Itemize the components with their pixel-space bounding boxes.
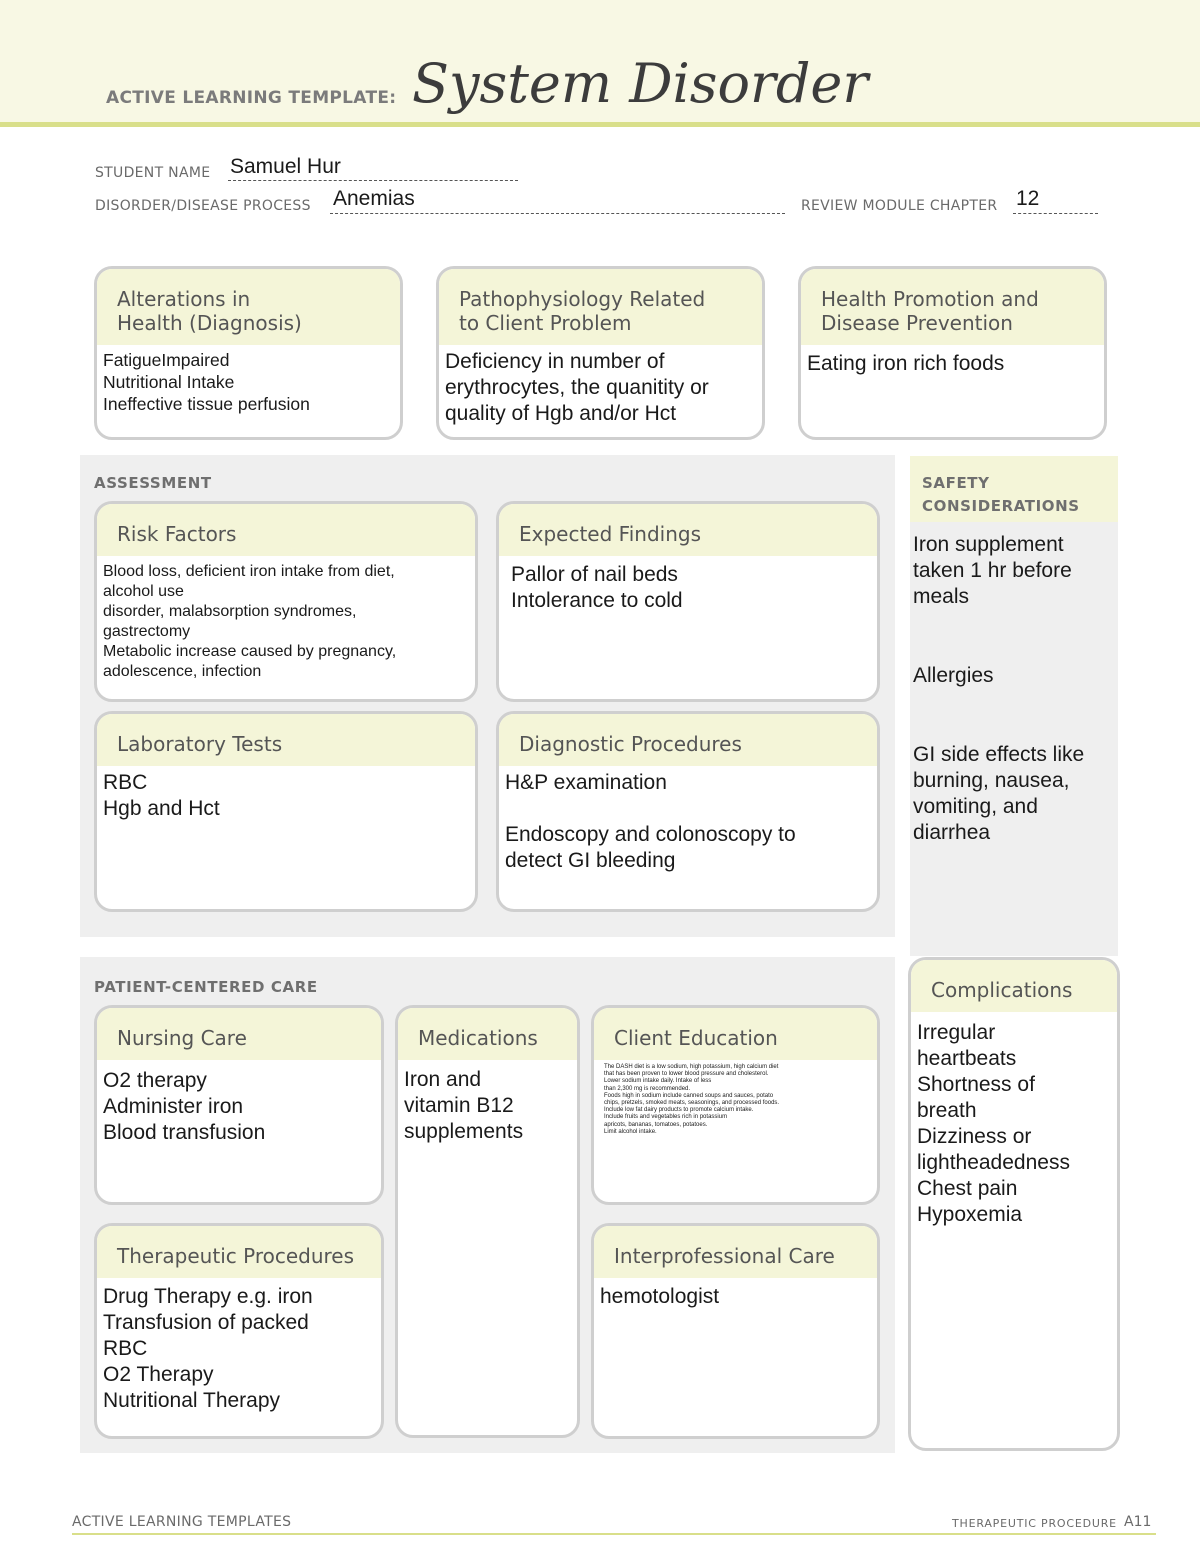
alterations-title: Alterations in Health (Diagnosis) [97,269,400,345]
diagnostic-procedures-content[interactable]: H&P examination Endoscopy and colonoscopy to detect GI bleeding [505,771,796,872]
nursing-care-box [94,1005,384,1205]
medications-content[interactable]: Iron and vitamin B12 supplements [404,1068,524,1143]
nursing-care-title: Nursing Care [97,1008,381,1060]
page-title: System Disorder [412,52,869,115]
pathophysiology-content[interactable]: Deficiency in number of erythrocytes, the quanitity or quality of Hgb and/or Hct [445,350,709,425]
expected-findings-content[interactable]: Pallor of nail beds Intolerance to cold [511,563,683,612]
safety-item-iron[interactable]: Iron supplement taken 1 hr before meals [913,533,1072,608]
student-name-label: STUDENT NAME [95,165,211,181]
medications-box [395,1005,580,1438]
safety-item-allergies[interactable]: Allergies [913,664,994,687]
safety-item-gi[interactable]: GI side effects like burning, nausea, vomiting, and diarrhea [913,743,1085,844]
student-name-underline [228,180,518,181]
safety-section [910,456,1118,956]
header-divider [0,122,1200,127]
diagnostic-procedures-box [496,711,880,912]
expected-findings-title: Expected Findings [499,504,877,556]
alterations-box [94,266,403,440]
disorder-field[interactable]: Anemias [333,187,415,210]
client-education-content[interactable]: The DASH diet is a low sodium, high potassium, high calcium diet that has been proven to lower blood pressure and cholesterol. Lower sodium intake daily. Intake of less than 2,300 mg is recommended. Foods high in sodium include canned soups and sauces, potato chips, pretzels, smoked meats, seasonings, and processed foods. Include low fat dairy products to promote calcium intake. Include fruits and vegetables rich in potassium apricots, bananas, tomatoes, potatoes. Limit alcohol intake. [604,1064,780,1135]
diagnostic-procedures-title: Diagnostic Procedures [499,714,877,766]
client-education-title: Client Education [594,1008,877,1060]
risk-factors-content[interactable]: Blood loss, deficient iron intake from diet, alcohol use disorder, malabsorption syndromes, gastrectomy Metabolic increase caused by pregnancy, adolescence, infection [103,563,397,680]
chapter-label: REVIEW MODULE CHAPTER [801,198,998,214]
expected-findings-box [496,501,880,702]
patient-care-title: PATIENT-CENTERED CARE [94,978,318,996]
footer-page-number: A11 [1124,1514,1152,1530]
interprofessional-care-title: Interprofessional Care [594,1226,877,1278]
nursing-care-content[interactable]: O2 therapy Administer iron Blood transfusion [103,1069,266,1144]
health-promotion-box [798,266,1107,440]
interprofessional-care-box [591,1223,880,1439]
lab-tests-box [94,711,478,912]
footer-divider [72,1533,1156,1535]
client-education-box [591,1005,880,1205]
therapeutic-procedures-content[interactable]: Drug Therapy e.g. iron Transfusion of packed RBC O2 Therapy Nutritional Therapy [103,1285,313,1412]
chapter-underline [1013,213,1098,214]
alterations-content[interactable]: FatigueImpaired Nutritional Intake Ineffective tissue perfusion [103,350,310,414]
complications-content[interactable]: Irregular heartbeats Shortness of breath Dizziness or lightheadedness Chest pain Hypoxemia [917,1021,1070,1226]
disorder-label: DISORDER/DISEASE PROCESS [95,198,311,214]
template-label: ACTIVE LEARNING TEMPLATE: [106,88,397,108]
risk-factors-title: Risk Factors [97,504,475,556]
risk-factors-box [94,501,478,702]
interprofessional-care-content[interactable]: hemotologist [600,1285,720,1308]
safety-title: SAFETY CONSIDERATIONS [922,474,1080,515]
footer-right-label: THERAPEUTIC PROCEDURE [952,1517,1117,1530]
assessment-title: ASSESSMENT [94,474,212,492]
student-name-field[interactable]: Samuel Hur [230,155,341,178]
medications-title: Medications [398,1008,577,1060]
footer-left-label: ACTIVE LEARNING TEMPLATES [72,1514,292,1530]
health-promotion-content[interactable]: Eating iron rich foods [807,352,1005,375]
disorder-underline [330,213,785,214]
therapeutic-procedures-box [94,1223,384,1439]
lab-tests-content[interactable]: RBC Hgb and Hct [103,771,220,820]
therapeutic-procedures-title: Therapeutic Procedures [97,1226,381,1278]
health-promotion-title: Health Promotion and Disease Prevention [801,269,1104,345]
pathophysiology-box [436,266,765,440]
pathophysiology-title: Pathophysiology Related to Client Problem [439,269,762,345]
lab-tests-title: Laboratory Tests [97,714,475,766]
chapter-field[interactable]: 12 [1016,187,1040,210]
complications-box [908,957,1120,1451]
complications-title: Complications [911,960,1117,1012]
